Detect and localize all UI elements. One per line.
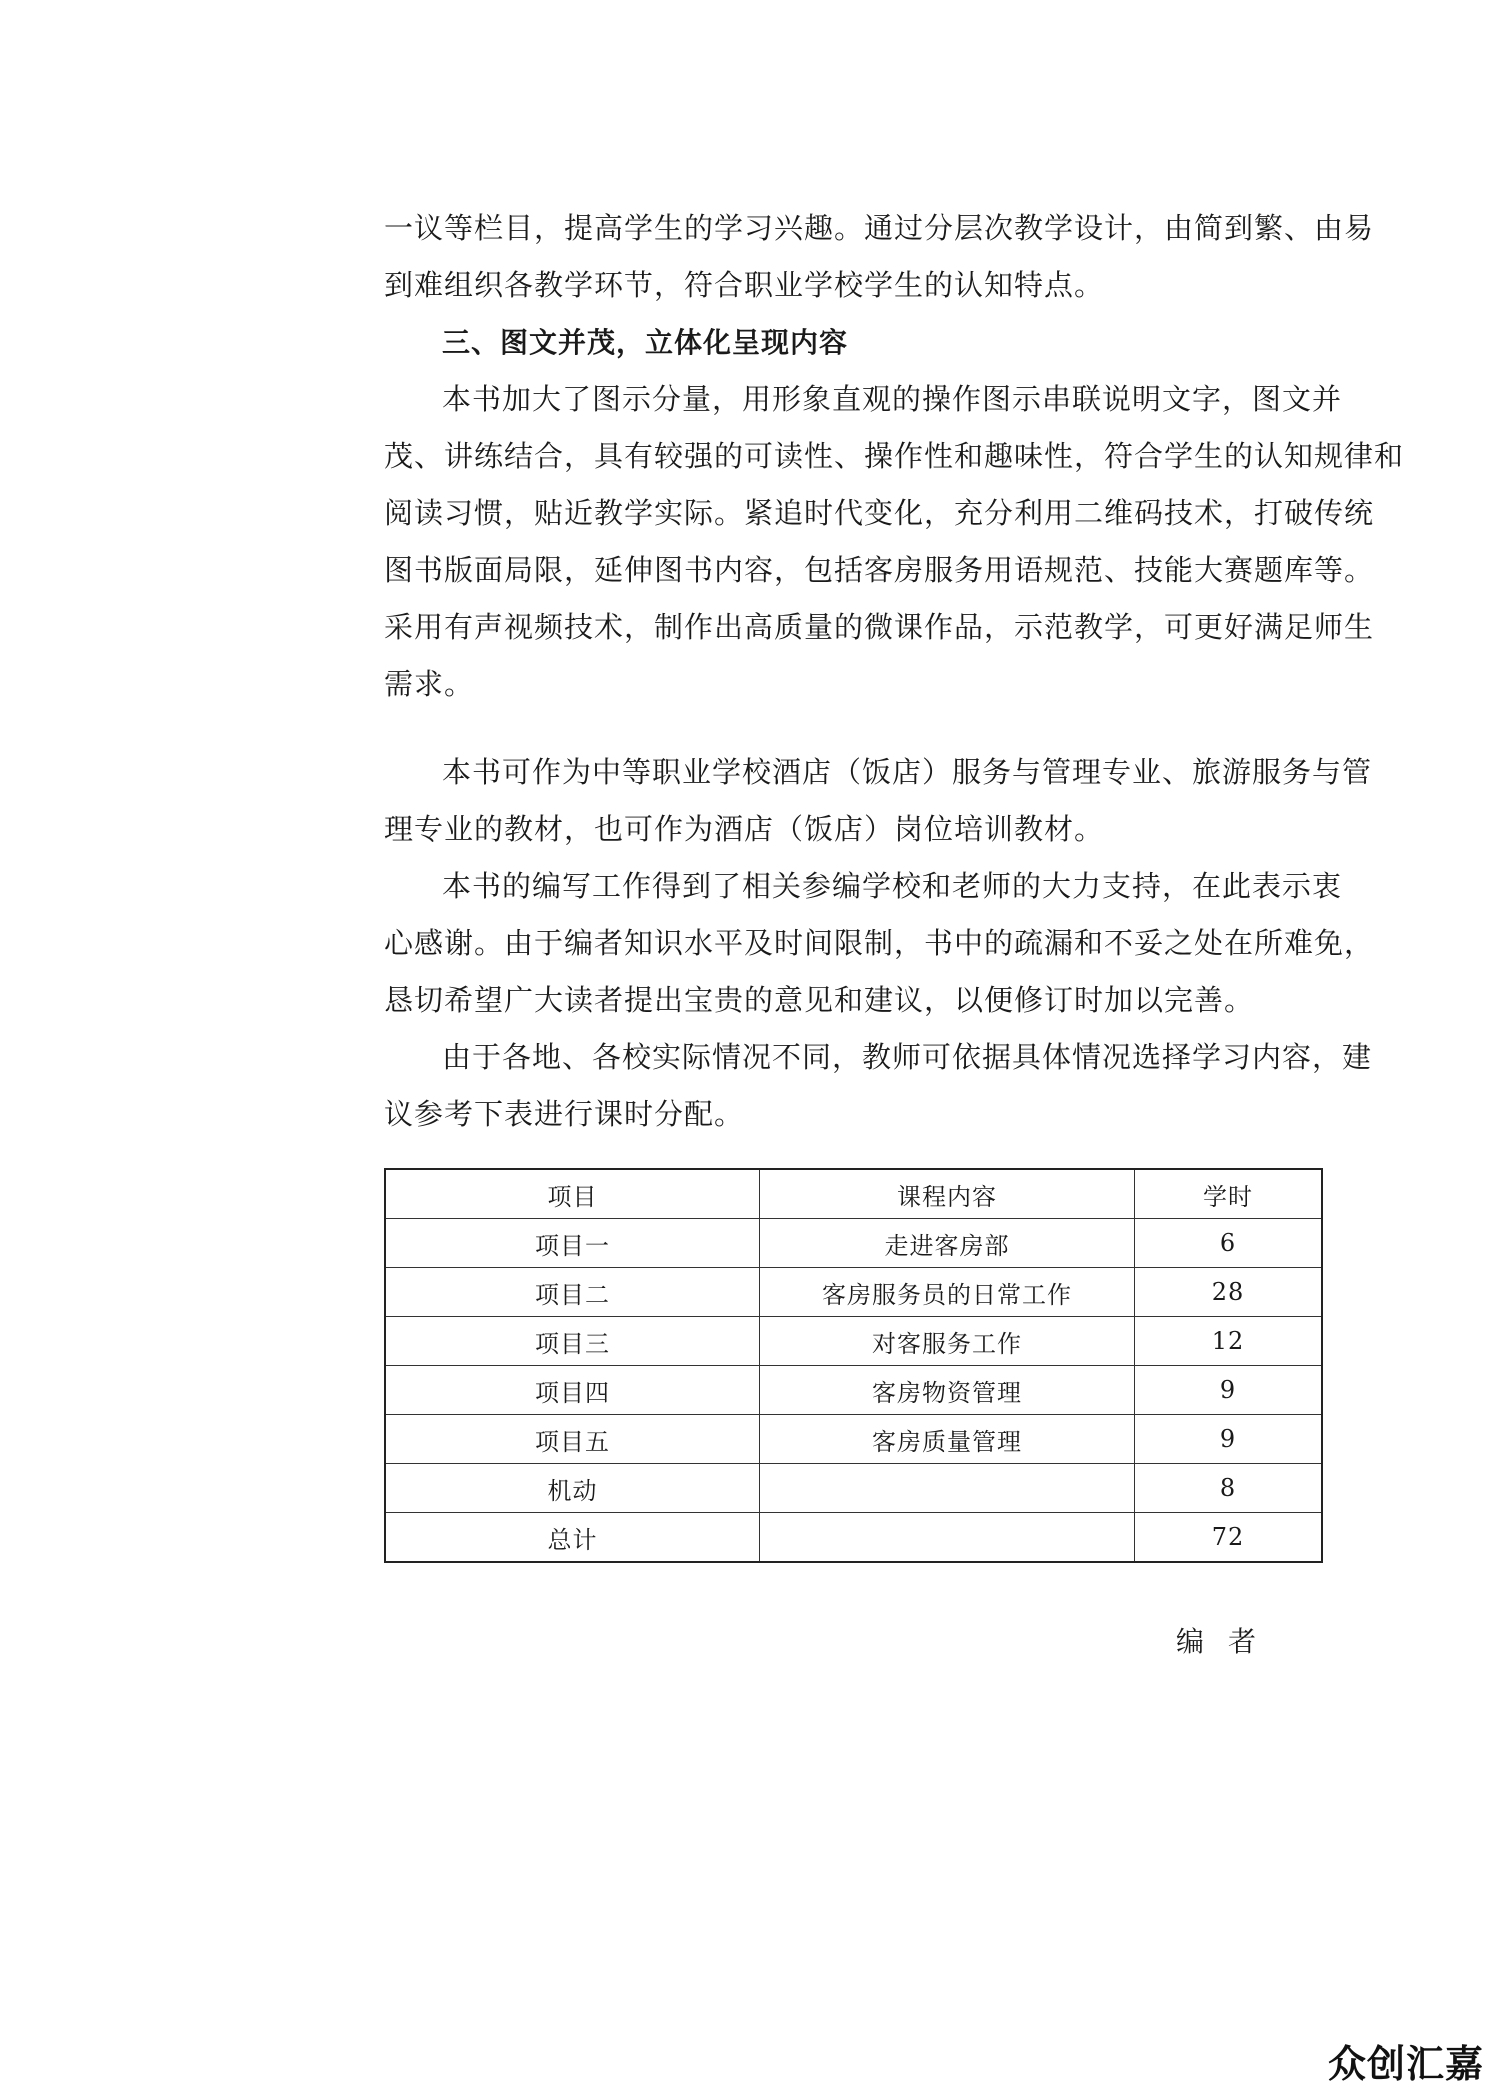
header-content: 课程内容: [760, 1169, 1135, 1219]
row-hours: 9: [1135, 1366, 1323, 1415]
table-row: [385, 1415, 1322, 1464]
row-item: 项目三: [385, 1317, 760, 1366]
table-row: [385, 1464, 1322, 1513]
paragraph-1-line-1: 一议等栏目，提高学生的学习兴趣。通过分层次教学设计，由简到繁、由易: [384, 211, 1375, 245]
row-item: 总计: [385, 1513, 760, 1563]
paragraph-4-line-2: 心感谢。由于编者知识水平及时间限制，书中的疏漏和不妥之处在所难免，: [384, 926, 1375, 960]
row-content: 对客服务工作: [760, 1317, 1135, 1366]
paragraph-2-line-3: 阅读习惯，贴近教学实际。紧追时代变化，充分利用二维码技术，打破传统: [384, 496, 1375, 530]
table-row: [385, 1268, 1322, 1317]
table-row: [385, 1366, 1322, 1415]
table-row: [385, 1513, 1322, 1563]
paragraph-2-line-2: 茂、讲练结合，具有较强的可读性、操作性和趣味性，符合学生的认知规律和: [384, 439, 1405, 473]
row-item: 项目二: [385, 1268, 760, 1317]
paragraph-2-line-5: 采用有声视频技术，制作出高质量的微课作品，示范教学，可更好满足师生: [384, 610, 1375, 644]
row-content: [760, 1464, 1135, 1513]
paragraph-1-line-2: 到难组织各教学环节，符合职业学校学生的认知特点。: [384, 268, 1105, 302]
table-row: [385, 1219, 1322, 1268]
header-item: 项目: [385, 1169, 760, 1219]
paragraph-5-line-2: 议参考下表进行课时分配。: [384, 1097, 745, 1131]
row-hours: 8: [1135, 1464, 1323, 1513]
class-hours-table: [384, 1168, 1323, 1563]
row-content: [760, 1513, 1135, 1563]
paragraph-2-line-4: 图书版面局限，延伸图书内容，包括客房服务用语规范、技能大赛题库等。: [384, 553, 1375, 587]
row-content: 客房质量管理: [760, 1415, 1135, 1464]
table-header-row: [385, 1169, 1322, 1219]
table-row: [385, 1317, 1322, 1366]
paragraph-3-line-2: 理专业的教材，也可作为酒店（饭店）岗位培训教材。: [384, 812, 1105, 846]
section-heading-3: 三、图文并茂，立体化呈现内容: [442, 326, 849, 359]
row-hours: 9: [1135, 1415, 1323, 1464]
row-item: 机动: [385, 1464, 760, 1513]
row-content: 走进客房部: [760, 1219, 1135, 1268]
row-item: 项目五: [385, 1415, 760, 1464]
paragraph-2-line-6: 需求。: [384, 667, 475, 701]
row-hours: 12: [1135, 1317, 1323, 1366]
row-hours: 72: [1135, 1513, 1323, 1563]
author-signature: 编者: [1176, 1625, 1281, 1658]
row-hours: 28: [1135, 1268, 1323, 1317]
paragraph-4-line-3: 恳切希望广大读者提出宝贵的意见和建议，以便修订时加以完善。: [384, 983, 1255, 1017]
row-item: 项目四: [385, 1366, 760, 1415]
paragraph-3-line-1: 本书可作为中等职业学校酒店（饭店）服务与管理专业、旅游服务与管: [442, 755, 1373, 789]
body-text-bottom: [384, 744, 1375, 1143]
body-text-top: [384, 200, 1405, 713]
watermark-logo: 众创汇嘉: [1327, 2042, 1484, 2086]
row-content: 客房物资管理: [760, 1366, 1135, 1415]
row-content: 客房服务员的日常工作: [760, 1268, 1135, 1317]
header-hours: 学时: [1135, 1169, 1323, 1219]
row-item: 项目一: [385, 1219, 760, 1268]
paragraph-4-line-1: 本书的编写工作得到了相关参编学校和老师的大力支持，在此表示衷: [442, 869, 1343, 903]
row-hours: 6: [1135, 1219, 1323, 1268]
paragraph-5-line-1: 由于各地、各校实际情况不同，教师可依据具体情况选择学习内容，建: [442, 1040, 1373, 1074]
paragraph-2-line-1: 本书加大了图示分量，用形象直观的操作图示串联说明文字，图文并: [442, 382, 1343, 416]
